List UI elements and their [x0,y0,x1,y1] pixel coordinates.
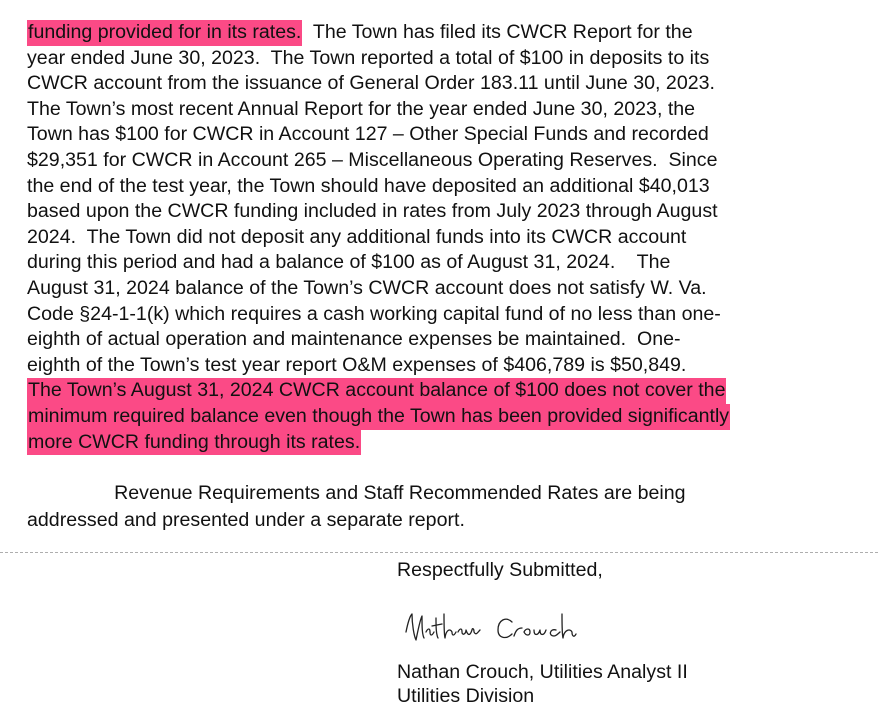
line-text: year ended June 30, 2023. The Town reported a total of $100 in deposits to its [27,46,710,69]
line-text: eighth of the Town’s test year report O&M expenses of $406,789 is $50,849. [27,353,687,376]
line-text: eighth of actual operation and maintenance expenses be maintained. One- [27,328,681,351]
line-text: Town has $100 for CWCR in Account 127 – Other Special Funds and recorded [27,123,709,146]
paragraph-line [27,327,877,353]
page-divider [0,552,878,553]
signatory-name-title: Nathan Crouch, Utilities Analyst II [397,661,688,683]
respectfully-submitted: Respectfully Submitted, [397,559,603,581]
paragraph-line [27,97,877,123]
line-text: $29,351 for CWCR in Account 265 – Miscellaneous Operating Reserves. Since [27,148,718,171]
line-text: the end of the test year, the Town should have deposited an additional $40,013 [27,174,710,197]
line-text: Code §24-1-1(k) which requires a cash working capital fund of no less than one- [27,302,721,325]
highlighted-text: funding provided for in its rates. [27,20,302,46]
line-text: CWCR account from the issuance of General Order 183.11 until June 30, 2023. [27,72,715,95]
handwritten-signature [400,602,590,652]
paragraph-line [27,250,877,276]
paragraph-line [27,71,877,97]
closing-line-2: addressed and presented under a separate report. [27,509,465,531]
paragraph-line [27,276,877,302]
signatory [397,660,688,708]
line-text: 2024. The Town did not deposit any additional funds into its CWCR account [27,225,687,248]
paragraph-line [27,199,877,225]
paragraph-line [27,404,877,430]
closing-paragraph [27,480,686,534]
line-text: during this period and had a balance of $100 as of August 31, 2024. The [27,251,671,274]
line-text: based upon the CWCR funding included in rates from July 2023 through August [27,200,718,223]
paragraph-line [27,174,877,200]
closing-line-1: Revenue Requirements and Staff Recommended Rates are being [27,482,686,504]
paragraph-line [27,148,877,174]
paragraph-line [27,122,877,148]
signatory-division: Utilities Division [397,685,535,707]
paragraph-line [27,430,877,456]
paragraph-line [27,225,877,251]
highlighted-text: minimum required balance even though the Town has been provided significantly [27,404,730,430]
paragraph-line [27,378,877,404]
line-text: August 31, 2024 balance of the Town’s CWCR account does not satisfy W. Va. [27,276,707,299]
paragraph-line [27,20,877,46]
highlighted-text: more CWCR funding through its rates. [27,430,361,456]
body-paragraph [27,20,877,455]
line-text: The Town’s most recent Annual Report for the year ended June 30, 2023, the [27,97,696,120]
highlighted-text: The Town’s August 31, 2024 CWCR account balance of $100 does not cover the [27,378,726,404]
paragraph-line [27,302,877,328]
paragraph-line [27,353,877,379]
line-text: The Town has filed its CWCR Report for the [302,21,693,43]
paragraph-line [27,46,877,72]
